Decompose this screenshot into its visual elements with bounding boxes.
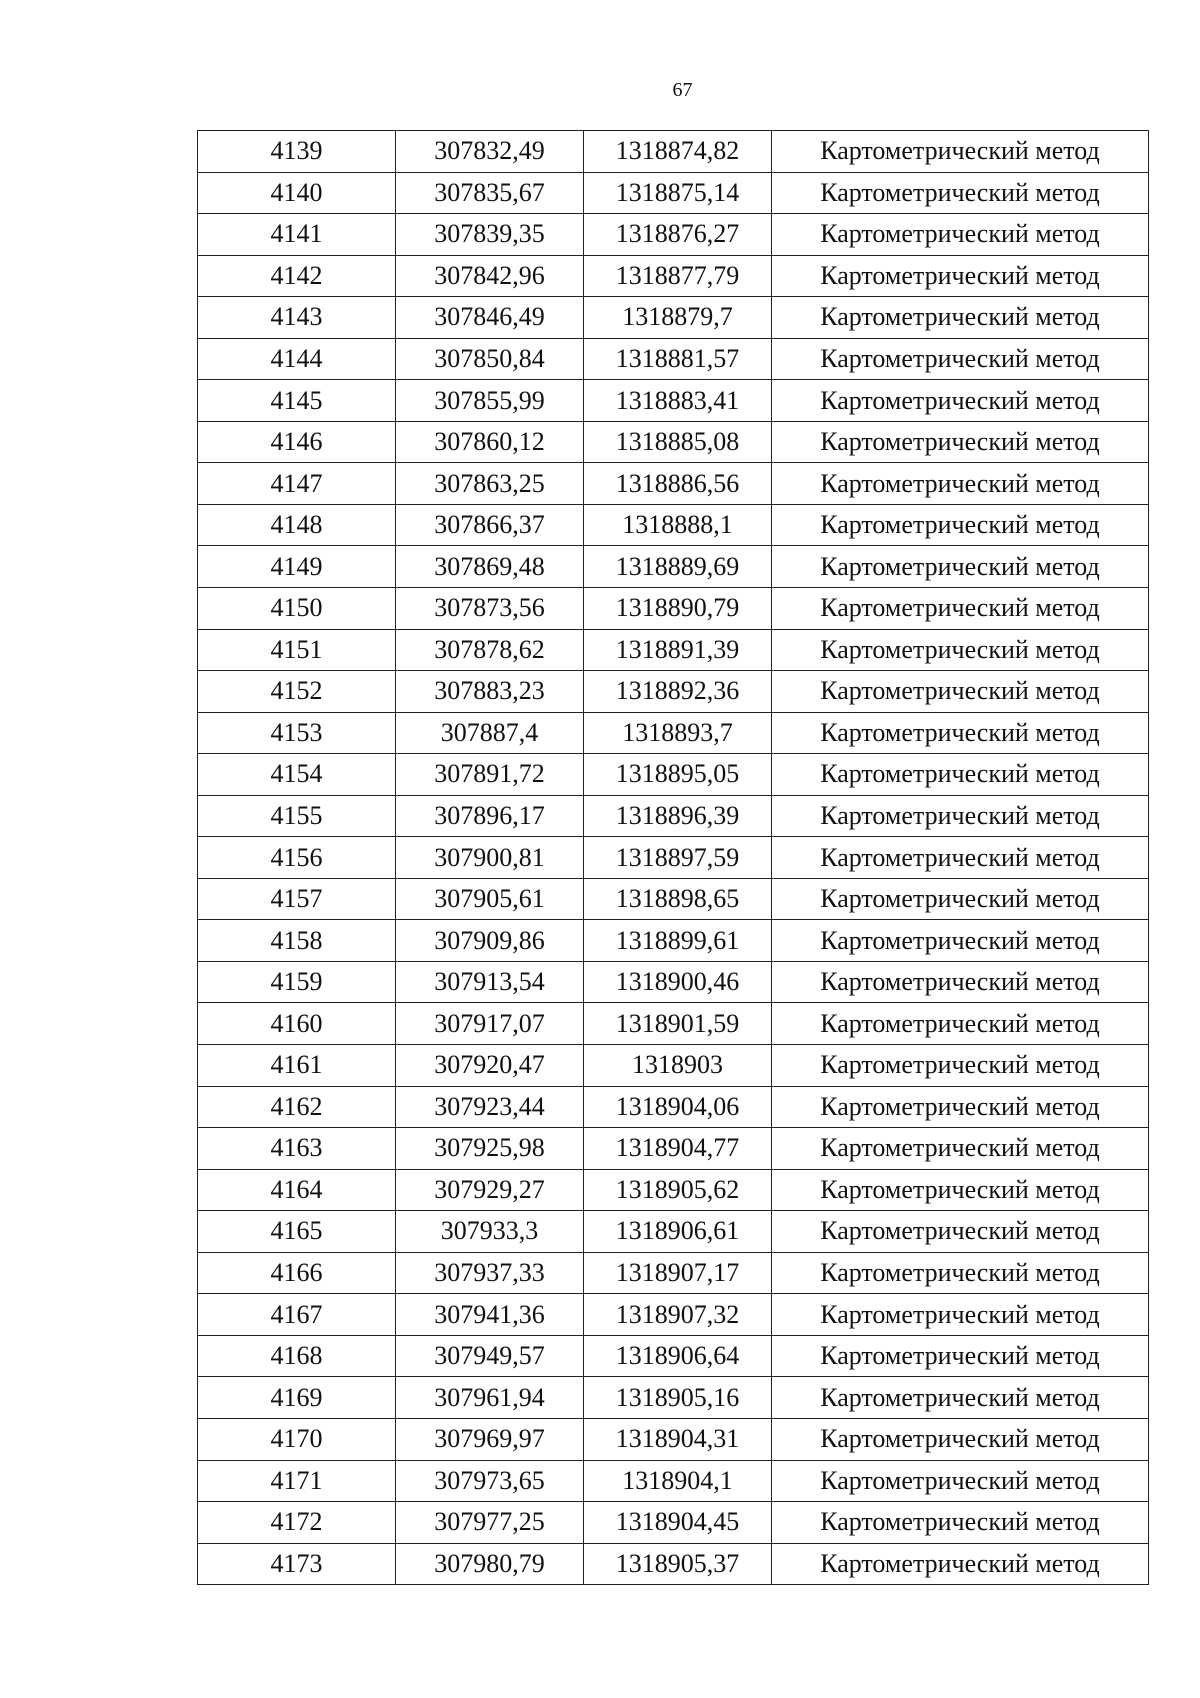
table-row	[198, 504, 1149, 546]
x-coordinate-cell: 307835,67	[396, 172, 584, 214]
x-coordinate-cell: 307850,84	[396, 338, 584, 380]
point-number-cell: 4144	[198, 338, 396, 380]
method-cell: Картометрический метод	[772, 504, 1149, 546]
point-number-cell: 4141	[198, 214, 396, 256]
x-coordinate-cell: 307929,27	[396, 1169, 584, 1211]
x-coordinate-cell: 307923,44	[396, 1086, 584, 1128]
method-cell: Картометрический метод	[772, 1252, 1149, 1294]
y-coordinate-cell: 1318905,37	[584, 1543, 772, 1585]
table-row	[198, 338, 1149, 380]
x-coordinate-cell: 307869,48	[396, 546, 584, 588]
x-coordinate-cell: 307909,86	[396, 920, 584, 962]
x-coordinate-cell: 307980,79	[396, 1543, 584, 1585]
x-coordinate-cell: 307866,37	[396, 504, 584, 546]
table-row	[198, 920, 1149, 962]
method-cell: Картометрический метод	[772, 546, 1149, 588]
method-cell: Картометрический метод	[772, 961, 1149, 1003]
x-coordinate-cell: 307873,56	[396, 588, 584, 630]
x-coordinate-cell: 307878,62	[396, 629, 584, 671]
table-row	[198, 131, 1149, 173]
x-coordinate-cell: 307832,49	[396, 131, 584, 173]
y-coordinate-cell: 1318877,79	[584, 255, 772, 297]
method-cell: Картометрический метод	[772, 1003, 1149, 1045]
point-number-cell: 4143	[198, 297, 396, 339]
point-number-cell: 4156	[198, 837, 396, 879]
y-coordinate-cell: 1318893,7	[584, 712, 772, 754]
y-coordinate-cell: 1318899,61	[584, 920, 772, 962]
method-cell: Картометрический метод	[772, 421, 1149, 463]
y-coordinate-cell: 1318874,82	[584, 131, 772, 173]
x-coordinate-cell: 307891,72	[396, 754, 584, 796]
table-row	[198, 1252, 1149, 1294]
method-cell: Картометрический метод	[772, 1294, 1149, 1336]
method-cell: Картометрический метод	[772, 380, 1149, 422]
method-cell: Картометрический метод	[772, 920, 1149, 962]
point-number-cell: 4166	[198, 1252, 396, 1294]
method-cell: Картометрический метод	[772, 795, 1149, 837]
table-row	[198, 1502, 1149, 1544]
table-row	[198, 712, 1149, 754]
y-coordinate-cell: 1318904,45	[584, 1502, 772, 1544]
method-cell: Картометрический метод	[772, 1460, 1149, 1502]
x-coordinate-cell: 307917,07	[396, 1003, 584, 1045]
method-cell: Картометрический метод	[772, 712, 1149, 754]
y-coordinate-cell: 1318885,08	[584, 421, 772, 463]
y-coordinate-cell: 1318876,27	[584, 214, 772, 256]
x-coordinate-cell: 307949,57	[396, 1335, 584, 1377]
table-row	[198, 671, 1149, 713]
table-row	[198, 1418, 1149, 1460]
x-coordinate-cell: 307863,25	[396, 463, 584, 505]
method-cell: Картометрический метод	[772, 255, 1149, 297]
method-cell: Картометрический метод	[772, 671, 1149, 713]
table-row	[198, 463, 1149, 505]
point-number-cell: 4169	[198, 1377, 396, 1419]
y-coordinate-cell: 1318907,17	[584, 1252, 772, 1294]
point-number-cell: 4162	[198, 1086, 396, 1128]
y-coordinate-cell: 1318898,65	[584, 878, 772, 920]
point-number-cell: 4161	[198, 1045, 396, 1087]
y-coordinate-cell: 1318895,05	[584, 754, 772, 796]
x-coordinate-cell: 307839,35	[396, 214, 584, 256]
point-number-cell: 4153	[198, 712, 396, 754]
table-row	[198, 1211, 1149, 1253]
point-number-cell: 4151	[198, 629, 396, 671]
y-coordinate-cell: 1318886,56	[584, 463, 772, 505]
x-coordinate-cell: 307842,96	[396, 255, 584, 297]
x-coordinate-cell: 307896,17	[396, 795, 584, 837]
table-row	[198, 837, 1149, 879]
table-row	[198, 1543, 1149, 1585]
table-row	[198, 1294, 1149, 1336]
table-row	[198, 1460, 1149, 1502]
table-row	[198, 297, 1149, 339]
table-row	[198, 214, 1149, 256]
table-row	[198, 172, 1149, 214]
method-cell: Картометрический метод	[772, 172, 1149, 214]
y-coordinate-cell: 1318904,06	[584, 1086, 772, 1128]
y-coordinate-cell: 1318904,31	[584, 1418, 772, 1460]
table-row	[198, 1128, 1149, 1170]
y-coordinate-cell: 1318881,57	[584, 338, 772, 380]
table-row	[198, 1169, 1149, 1211]
y-coordinate-cell: 1318906,61	[584, 1211, 772, 1253]
y-coordinate-cell: 1318897,59	[584, 837, 772, 879]
table-row	[198, 1086, 1149, 1128]
point-number-cell: 4172	[198, 1502, 396, 1544]
y-coordinate-cell: 1318888,1	[584, 504, 772, 546]
x-coordinate-cell: 307860,12	[396, 421, 584, 463]
table-row	[198, 421, 1149, 463]
point-number-cell: 4165	[198, 1211, 396, 1253]
table-row	[198, 878, 1149, 920]
y-coordinate-cell: 1318903	[584, 1045, 772, 1087]
y-coordinate-cell: 1318906,64	[584, 1335, 772, 1377]
point-number-cell: 4149	[198, 546, 396, 588]
x-coordinate-cell: 307905,61	[396, 878, 584, 920]
table-row	[198, 754, 1149, 796]
method-cell: Картометрический метод	[772, 1211, 1149, 1253]
page-number: 67	[672, 79, 693, 101]
table-row	[198, 546, 1149, 588]
method-cell: Картометрический метод	[772, 754, 1149, 796]
x-coordinate-cell: 307846,49	[396, 297, 584, 339]
point-number-cell: 4167	[198, 1294, 396, 1336]
method-cell: Картометрический метод	[772, 1377, 1149, 1419]
x-coordinate-cell: 307913,54	[396, 961, 584, 1003]
coordinates-table-body	[198, 131, 1149, 1585]
y-coordinate-cell: 1318891,39	[584, 629, 772, 671]
y-coordinate-cell: 1318896,39	[584, 795, 772, 837]
y-coordinate-cell: 1318890,79	[584, 588, 772, 630]
method-cell: Картометрический метод	[772, 297, 1149, 339]
y-coordinate-cell: 1318879,7	[584, 297, 772, 339]
y-coordinate-cell: 1318905,16	[584, 1377, 772, 1419]
y-coordinate-cell: 1318905,62	[584, 1169, 772, 1211]
x-coordinate-cell: 307977,25	[396, 1502, 584, 1544]
y-coordinate-cell: 1318883,41	[584, 380, 772, 422]
x-coordinate-cell: 307920,47	[396, 1045, 584, 1087]
table-row	[198, 255, 1149, 297]
point-number-cell: 4148	[198, 504, 396, 546]
x-coordinate-cell: 307973,65	[396, 1460, 584, 1502]
point-number-cell: 4145	[198, 380, 396, 422]
method-cell: Картометрический метод	[772, 1418, 1149, 1460]
method-cell: Картометрический метод	[772, 588, 1149, 630]
method-cell: Картометрический метод	[772, 463, 1149, 505]
x-coordinate-cell: 307937,33	[396, 1252, 584, 1294]
y-coordinate-cell: 1318901,59	[584, 1003, 772, 1045]
point-number-cell: 4139	[198, 131, 396, 173]
y-coordinate-cell: 1318892,36	[584, 671, 772, 713]
method-cell: Картометрический метод	[772, 878, 1149, 920]
method-cell: Картометрический метод	[772, 214, 1149, 256]
method-cell: Картометрический метод	[772, 1502, 1149, 1544]
point-number-cell: 4173	[198, 1543, 396, 1585]
point-number-cell: 4160	[198, 1003, 396, 1045]
method-cell: Картометрический метод	[772, 1086, 1149, 1128]
y-coordinate-cell: 1318907,32	[584, 1294, 772, 1336]
table-row	[198, 629, 1149, 671]
table-row	[198, 1335, 1149, 1377]
method-cell: Картометрический метод	[772, 1045, 1149, 1087]
point-number-cell: 4155	[198, 795, 396, 837]
x-coordinate-cell: 307925,98	[396, 1128, 584, 1170]
method-cell: Картометрический метод	[772, 1543, 1149, 1585]
point-number-cell: 4152	[198, 671, 396, 713]
method-cell: Картометрический метод	[772, 629, 1149, 671]
method-cell: Картометрический метод	[772, 338, 1149, 380]
method-cell: Картометрический метод	[772, 1169, 1149, 1211]
point-number-cell: 4158	[198, 920, 396, 962]
point-number-cell: 4147	[198, 463, 396, 505]
x-coordinate-cell: 307941,36	[396, 1294, 584, 1336]
x-coordinate-cell: 307933,3	[396, 1211, 584, 1253]
table-row	[198, 588, 1149, 630]
method-cell: Картометрический метод	[772, 1335, 1149, 1377]
x-coordinate-cell: 307887,4	[396, 712, 584, 754]
table-row	[198, 1045, 1149, 1087]
y-coordinate-cell: 1318889,69	[584, 546, 772, 588]
table-row	[198, 1377, 1149, 1419]
method-cell: Картометрический метод	[772, 837, 1149, 879]
point-number-cell: 4171	[198, 1460, 396, 1502]
y-coordinate-cell: 1318875,14	[584, 172, 772, 214]
table-row	[198, 1003, 1149, 1045]
point-number-cell: 4159	[198, 961, 396, 1003]
method-cell: Картометрический метод	[772, 131, 1149, 173]
coordinates-table	[197, 130, 1149, 1585]
point-number-cell: 4157	[198, 878, 396, 920]
point-number-cell: 4146	[198, 421, 396, 463]
table-row	[198, 380, 1149, 422]
point-number-cell: 4154	[198, 754, 396, 796]
table-row	[198, 795, 1149, 837]
x-coordinate-cell: 307900,81	[396, 837, 584, 879]
point-number-cell: 4142	[198, 255, 396, 297]
point-number-cell: 4163	[198, 1128, 396, 1170]
y-coordinate-cell: 1318904,1	[584, 1460, 772, 1502]
point-number-cell: 4168	[198, 1335, 396, 1377]
x-coordinate-cell: 307855,99	[396, 380, 584, 422]
point-number-cell: 4170	[198, 1418, 396, 1460]
point-number-cell: 4164	[198, 1169, 396, 1211]
y-coordinate-cell: 1318900,46	[584, 961, 772, 1003]
method-cell: Картометрический метод	[772, 1128, 1149, 1170]
y-coordinate-cell: 1318904,77	[584, 1128, 772, 1170]
point-number-cell: 4150	[198, 588, 396, 630]
x-coordinate-cell: 307883,23	[396, 671, 584, 713]
table-row	[198, 961, 1149, 1003]
x-coordinate-cell: 307969,97	[396, 1418, 584, 1460]
point-number-cell: 4140	[198, 172, 396, 214]
x-coordinate-cell: 307961,94	[396, 1377, 584, 1419]
